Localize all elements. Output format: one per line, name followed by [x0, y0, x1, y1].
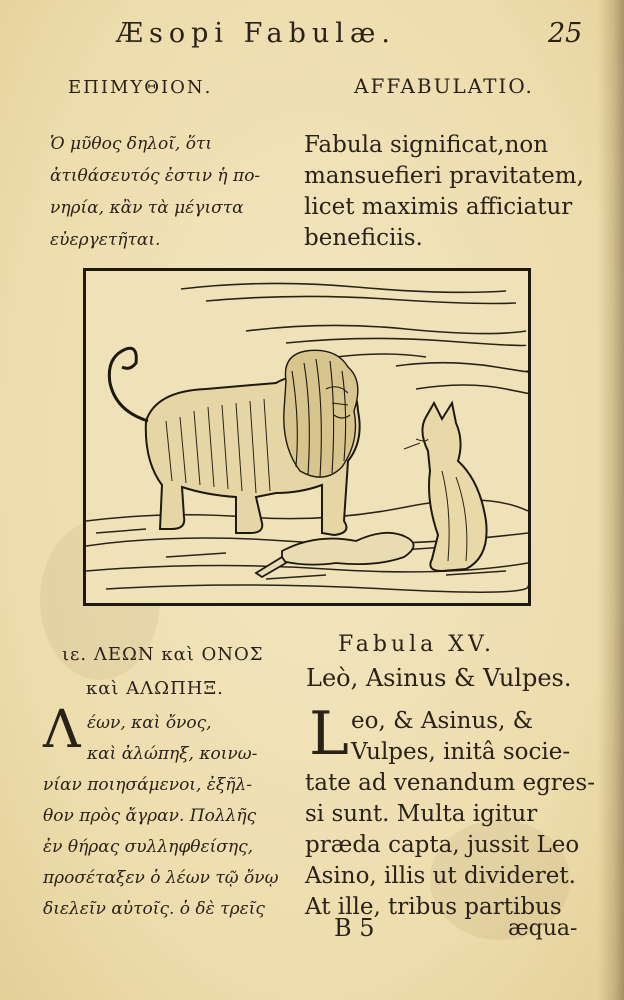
- title-line: ιε. ΛΕΩΝ καὶ ΟΝΟΣ: [62, 644, 264, 665]
- signature-mark: B 5: [334, 914, 375, 942]
- latin-moral-heading: AFFABULATIO.: [354, 74, 534, 98]
- catchword: æqua-: [508, 916, 578, 941]
- text-line: Fabula significat,non: [304, 132, 549, 158]
- greek-moral-heading: ΕΠΙΜΥΘΙΟΝ.: [68, 77, 213, 98]
- greek-drop-cap: Λ: [43, 700, 81, 760]
- text-line: προσέταξεν ὁ λέων τῷ ὄνῳ: [43, 868, 279, 888]
- text-line: καὶ ἀλώπηξ, κοινω-: [87, 744, 258, 764]
- text-line: tate ad venandum egres-: [305, 770, 595, 796]
- page-gutter: [598, 0, 624, 1000]
- text-line: εὐεργετῆται.: [50, 230, 161, 250]
- latin-fable-subtitle: Leò, Asinus & Vulpes.: [306, 664, 572, 692]
- text-line: θον πρὸς ἄγραν. Πολλῆς: [43, 806, 257, 826]
- text-line: eo, & Asinus, &: [351, 708, 534, 734]
- running-head: Æsopi Fabulæ.: [116, 18, 396, 49]
- text-line: νηρία, κἂν τὰ μέγιστα: [50, 198, 244, 218]
- text-line: beneficiis.: [304, 225, 423, 251]
- text-line: si sunt. Multa igitur: [305, 801, 538, 827]
- text-line: ἐν θήρας συλληφθείσης,: [43, 837, 253, 857]
- text-line: έων, καὶ ὄνος,: [87, 713, 212, 733]
- title-line: καὶ ΑΛΩΠΗΞ.: [86, 678, 224, 699]
- text-line: mansuefieri pravitatem,: [304, 163, 584, 189]
- latin-moral-text: [304, 130, 586, 254]
- text-line: Vulpes, initâ socie-: [351, 739, 571, 765]
- woodcut-lion-and-fox-icon: [83, 268, 531, 606]
- greek-fable-title: [62, 638, 282, 706]
- text-line: At ille, tribus partibus: [305, 894, 562, 920]
- latin-fable-text: [305, 699, 595, 923]
- text-line: νίαν ποιησάμενοι, ἐξῆλ-: [43, 775, 252, 795]
- greek-moral-text: [50, 128, 290, 256]
- text-line: Asino, illis ut divideret.: [305, 863, 576, 889]
- text-line: ἀτιθάσευτός ἐστιν ἡ πο-: [50, 166, 261, 186]
- text-line: præda capta, jussit Leo: [305, 832, 580, 858]
- text-line: Ὁ μῦθος δηλοῖ, ὅτι: [50, 134, 212, 154]
- latin-fable-title: Fabula XV.: [338, 632, 495, 657]
- text-line: διελεῖν αὐτοῖς. ὁ δὲ τρεῖς: [43, 899, 265, 919]
- text-line: licet maximis afficiatur: [304, 194, 573, 220]
- latin-drop-cap: L: [309, 699, 349, 769]
- greek-fable-text: [43, 708, 283, 925]
- page-number: 25: [548, 18, 583, 49]
